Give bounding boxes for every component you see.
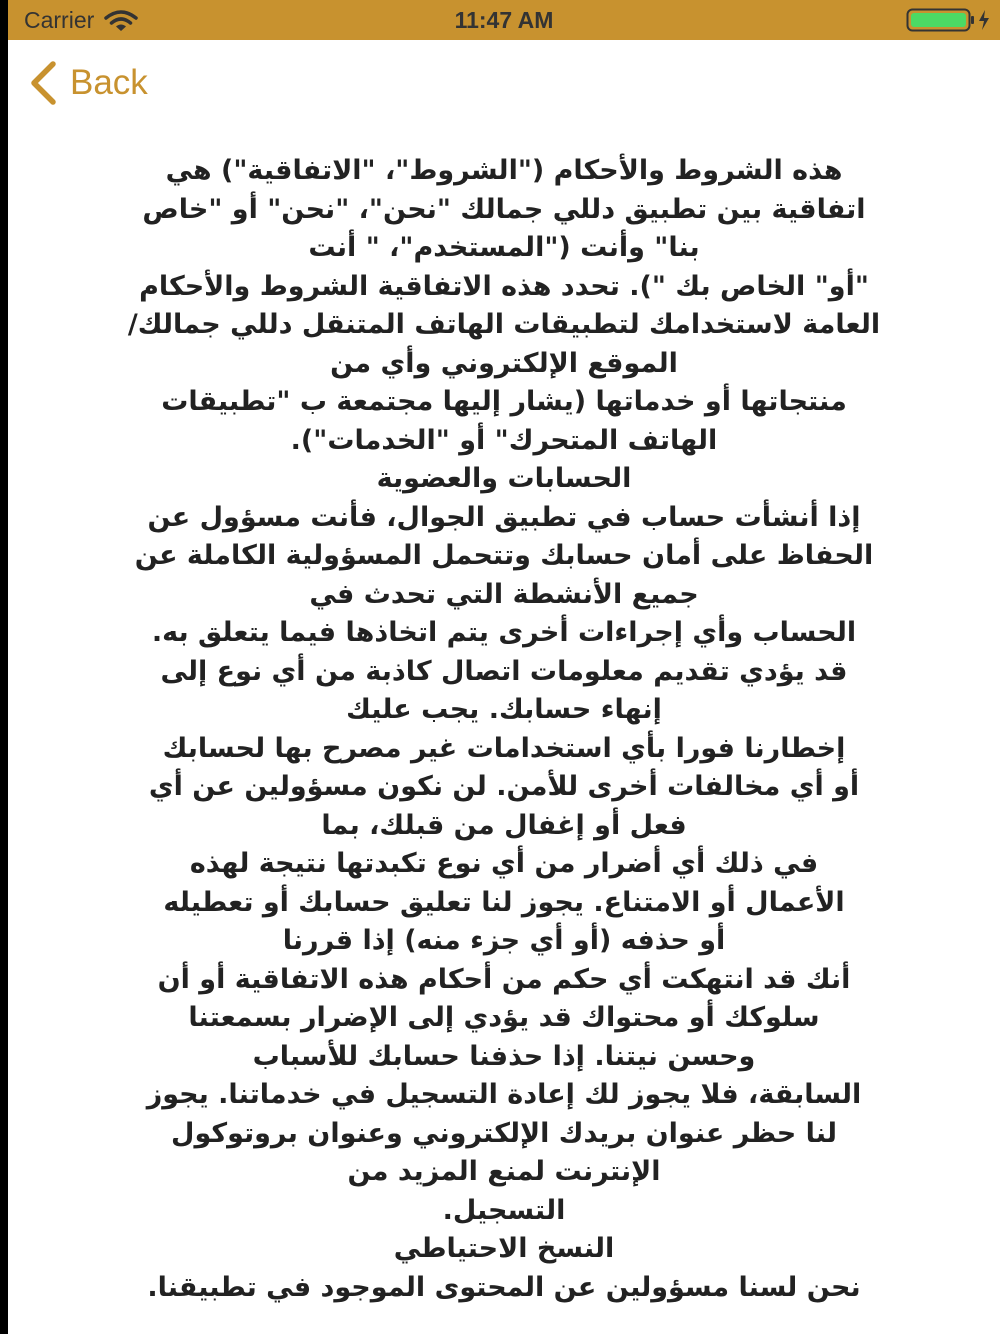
terms-line: في ذلك أي أضرار من أي نوع تكبدتها نتيجة لهذه (189, 848, 819, 879)
terms-text (8, 152, 1000, 1332)
section-heading-backup: النسخ الاحتياطي (393, 1233, 615, 1264)
status-time: 11:47 AM (454, 7, 554, 33)
terms-line: أو حذفه (أو أي جزء منه) إذا قررنا (282, 925, 726, 956)
terms-screen (8, 0, 1000, 1334)
terms-line: وحسن نيتنا. إذا حذفنا حسابك للأسباب (252, 1040, 756, 1072)
terms-line: سلوكك أو محتواك قد يؤدي إلى الإضرار بسمعتنا (188, 1002, 820, 1033)
terms-line: أنك قد انتهكت أي حكم من أحكام هذه الاتفاقية أو أن (157, 963, 851, 995)
terms-line: لنا حظر عنوان بريدك الإلكتروني وعنوان بروتوكول (171, 1117, 837, 1149)
terms-line: "أو" الخاص بك "). تحدد هذه الاتفاقية الشروط والأحكام (139, 270, 869, 302)
terms-line: العامة لاستخدامك لتطبيقات الهاتف المتنقل دللي جمالك/ (127, 309, 881, 340)
terms-line: قد يؤدي تقديم معلومات اتصال كاذبة من أي نوع إلى (160, 655, 848, 687)
terms-line: نحن لسنا مسؤولين عن المحتوى الموجود في تطبيقنا. (147, 1271, 861, 1303)
terms-line: الموقع الإلكتروني وأي من (330, 347, 678, 379)
terms-line: الأعمال أو الامتناع. يجوز لنا تعليق حسابك أو تعطيله (163, 886, 845, 918)
terms-line: الهاتف المتحرك" أو "الخدمات"). (290, 424, 718, 456)
terms-line: التسجيل. (442, 1194, 566, 1226)
status-bar (8, 0, 1000, 40)
terms-line: إخطارنا فورا بأي استخدامات غير مصرح بها لحسابك (162, 732, 846, 764)
terms-line: هذه الشروط والأحكام ("الشروط"، "الاتفاقية") هي (165, 155, 843, 186)
terms-line: الإنترنت لمنع المزيد من (347, 1156, 661, 1187)
navigation-bar (8, 40, 1000, 130)
back-label: Back (70, 63, 148, 102)
terms-line: منتجاتها أو خدماتها (يشار إليها مجتمعة ب "تطبيقات (161, 386, 847, 417)
battery-charging-icon (906, 8, 992, 32)
terms-line: فعل أو إغفال من قبلك، بما (321, 809, 687, 841)
carrier-label: Carrier (24, 7, 95, 33)
terms-line: إنهاء حسابك. يجب عليك (346, 694, 662, 725)
terms-line: الحساب وأي إجراءات أخرى يتم اتخاذها فيما يتعلق به. (151, 617, 857, 648)
terms-line: اتفاقية بين تطبيق دللي جمالك "نحن"، "نحن" أو "خاص (142, 193, 866, 225)
chevron-left-icon (28, 60, 58, 106)
terms-line: بنا" وأنت ("المستخدم"، " أنت (308, 232, 700, 263)
back-button[interactable] (28, 58, 148, 108)
terms-line: جميع الأنشطة التي تحدث في (309, 578, 699, 610)
section-heading-accounts: الحسابات والعضوية (376, 463, 632, 494)
terms-line: أو أي مخالفات أخرى للأمن. لن نكون مسؤولين عن أي (148, 771, 860, 802)
terms-line: الحفاظ على أمان حسابك وتتحمل المسؤولية الكاملة عن (134, 540, 874, 571)
terms-line: السابقة، فلا يجوز لك إعادة التسجيل في خدماتنا. يجوز (146, 1079, 862, 1110)
terms-line: إذا أنشأت حساب في تطبيق الجوال، فأنت مسؤول عن (147, 501, 861, 533)
